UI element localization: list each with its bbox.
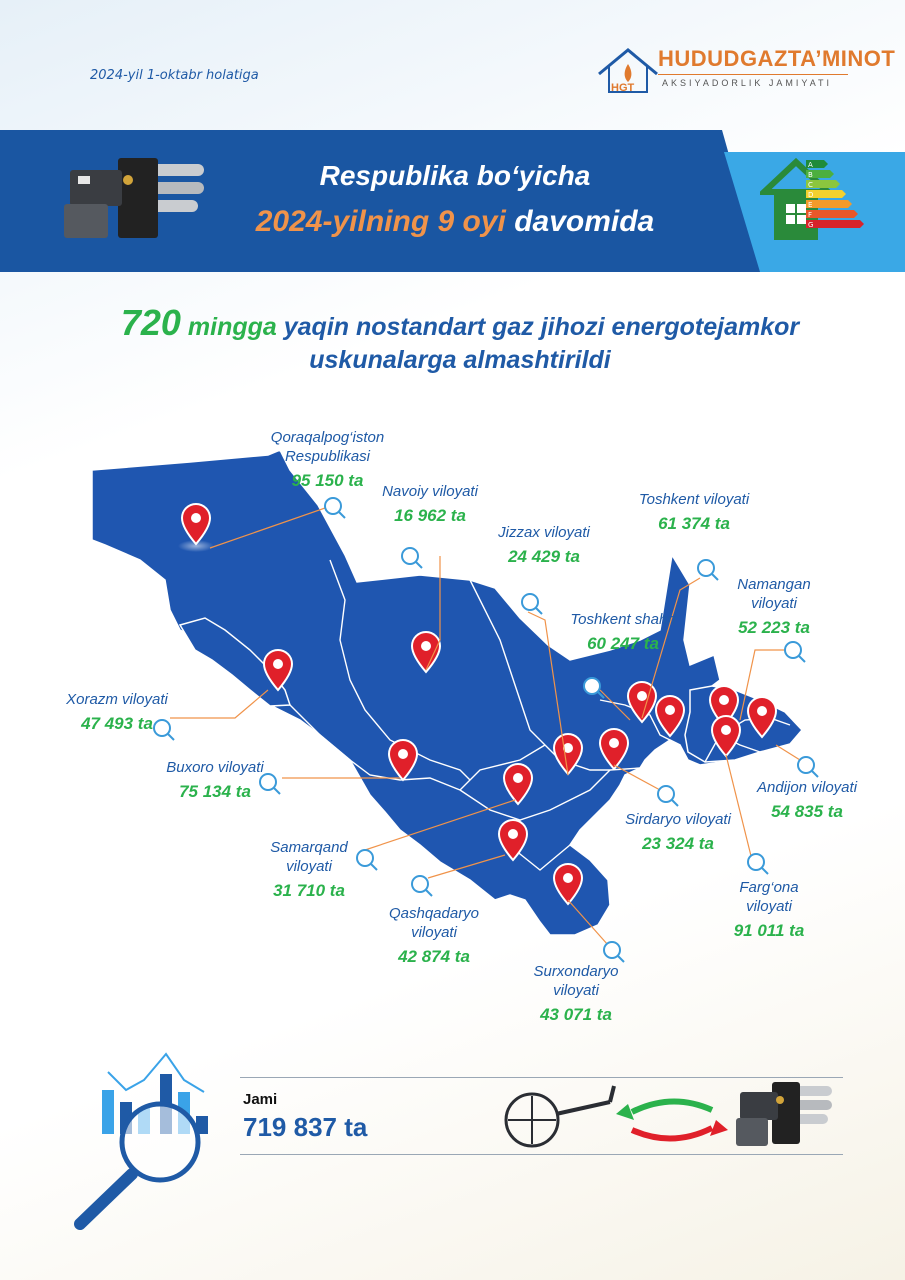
region-name: Toshkent viloyati bbox=[638, 491, 750, 508]
region-value: 95 150 ta bbox=[291, 471, 364, 490]
magnifier-chart-icon bbox=[60, 1040, 230, 1240]
svg-text:A: A bbox=[808, 161, 813, 169]
region-name: Buxoro viloyati bbox=[166, 759, 264, 776]
region-qashqadaryo bbox=[368, 904, 500, 966]
svg-text:F: F bbox=[808, 211, 813, 219]
region-samarqand bbox=[250, 838, 368, 900]
region-buxoro bbox=[160, 758, 270, 801]
total-label: Jami bbox=[243, 1091, 278, 1108]
total-bottom-rule bbox=[240, 1154, 843, 1155]
region-name: Qashqadaryo viloyati bbox=[388, 905, 480, 941]
date-label: 2024-yil 1-oktabr holatiga bbox=[90, 68, 259, 83]
region-value: 60 247 ta bbox=[587, 634, 659, 653]
headline-rest: yaqin nostandart gaz jihozi energotejamkor bbox=[283, 313, 800, 341]
region-surxondaryo bbox=[516, 962, 636, 1024]
region-value: 16 962 ta bbox=[394, 506, 466, 525]
region-qoraqalpogiston bbox=[240, 428, 415, 490]
headline-number: 720 bbox=[120, 302, 181, 343]
region-name: Jizzax viloyati bbox=[498, 524, 590, 541]
region-name: Navoiy viloyati bbox=[382, 483, 478, 500]
region-value: 91 011 ta bbox=[733, 921, 805, 940]
region-name: Farg‘ona viloyati bbox=[739, 879, 799, 915]
region-jizzax bbox=[484, 523, 604, 566]
region-name: Surxondaryo viloyati bbox=[533, 963, 619, 999]
headline-line-2: uskunalarga almashtirildi bbox=[309, 346, 611, 374]
region-fargona bbox=[716, 878, 822, 940]
total-value: 719 837 ta bbox=[243, 1112, 368, 1142]
region-value: 42 874 ta bbox=[398, 947, 470, 966]
region-value: 23 324 ta bbox=[642, 834, 714, 853]
old-burner-icon bbox=[500, 1080, 620, 1150]
svg-text:D: D bbox=[808, 191, 814, 199]
region-value: 43 071 ta bbox=[540, 1005, 612, 1024]
region-andijon bbox=[752, 778, 862, 821]
title-rest: davomida bbox=[514, 205, 655, 238]
region-value: 61 374 ta bbox=[658, 514, 730, 533]
region-value: 54 835 ta bbox=[771, 802, 843, 821]
region-value: 31 710 ta bbox=[273, 881, 345, 900]
region-xorazm bbox=[62, 690, 172, 733]
region-value: 24 429 ta bbox=[508, 547, 580, 566]
svg-text:B: B bbox=[808, 171, 813, 179]
region-sirdaryo bbox=[622, 810, 734, 853]
swap-arrows-icon bbox=[612, 1090, 732, 1150]
region-toshkent-shahri bbox=[568, 610, 678, 653]
logo-name: HUDUDGAZTA’MINOT bbox=[658, 46, 896, 71]
logo-abbr: HGT bbox=[611, 82, 635, 94]
svg-text:G: G bbox=[808, 221, 814, 229]
region-value: 52 223 ta bbox=[738, 618, 810, 637]
title-highlight: 2024-yilning 9 oyi bbox=[255, 205, 506, 238]
region-name: Samarqand viloyati bbox=[270, 839, 348, 875]
title-line-1: Respublika bo‘yicha bbox=[319, 160, 591, 191]
logo-subtitle: AKSIYADORLIK JAMIYATI bbox=[662, 78, 833, 88]
region-name: Namangan viloyati bbox=[737, 576, 811, 612]
region-name: Toshkent shahri bbox=[570, 611, 676, 628]
region-toshkent-viloyati bbox=[632, 490, 756, 533]
svg-text:E: E bbox=[808, 201, 813, 209]
region-namangan bbox=[718, 575, 830, 637]
region-value: 47 493 ta bbox=[81, 714, 153, 733]
region-navoiy bbox=[375, 482, 485, 525]
new-boiler-icon bbox=[730, 1078, 835, 1154]
region-name: Qoraqalpog‘iston Respublikasi bbox=[270, 429, 385, 465]
svg-text:C: C bbox=[808, 181, 813, 189]
headline-word: mingga bbox=[187, 313, 277, 341]
region-name: Sirdaryo viloyati bbox=[625, 811, 731, 828]
region-value: 75 134 ta bbox=[179, 782, 251, 801]
region-name: Andijon viloyati bbox=[756, 779, 858, 796]
region-name: Xorazm viloyati bbox=[66, 691, 168, 708]
